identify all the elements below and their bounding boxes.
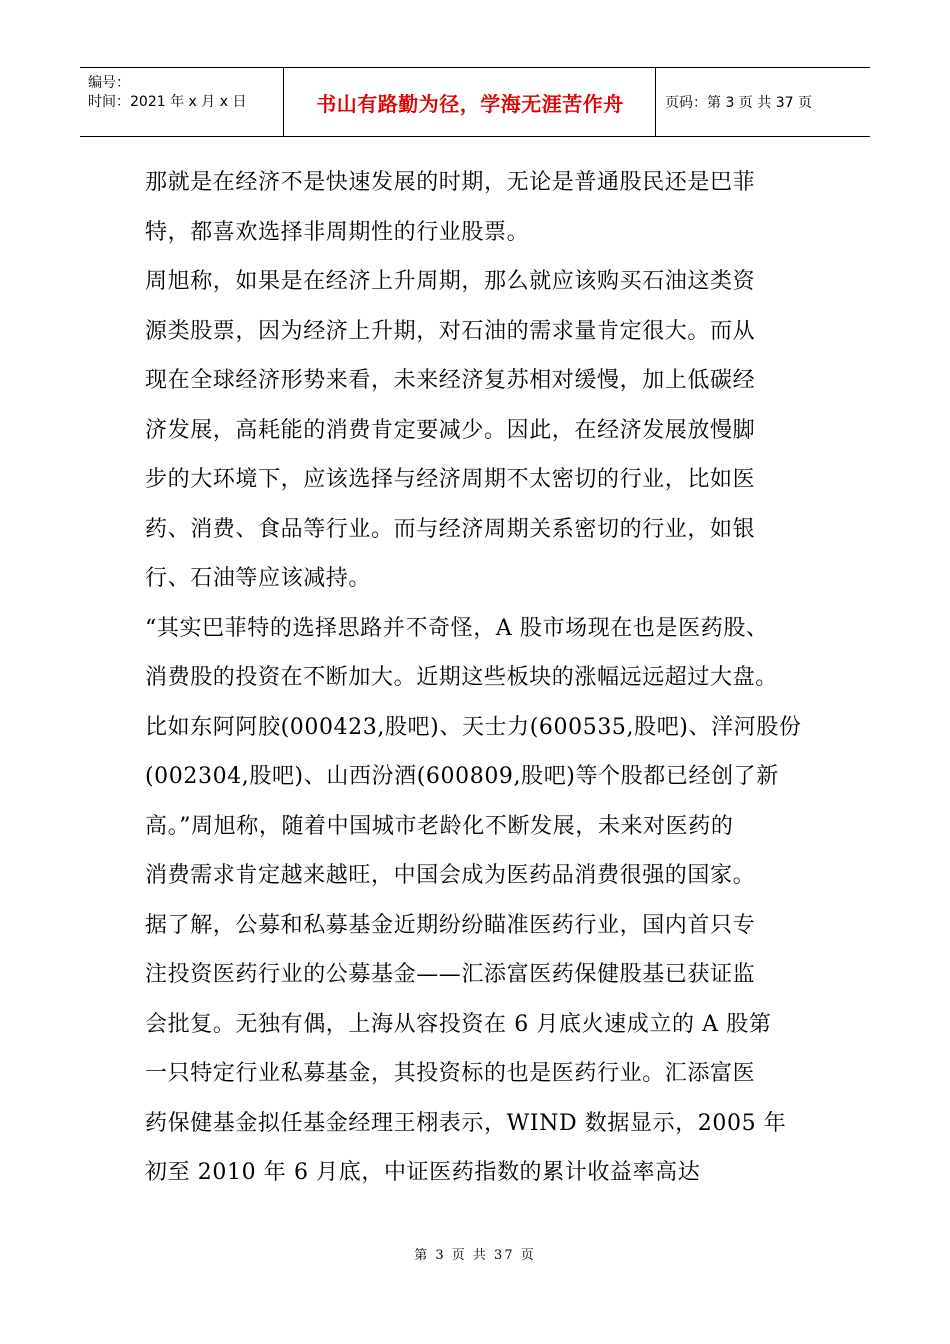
body-line: 注投资医药行业的公募基金——汇添富医药保健股基已获证监 [145,962,756,987]
body-line: 周旭称，如果是在经济上升周期，那么就应该购买石油这类资 [145,269,756,294]
body-line: 一只特定行业私募基金，其投资标的也是医药行业。汇添富医 [145,1061,756,1086]
body-line: 消费股的投资在不断加大。近期这些板块的涨幅远远超过大盘。 [145,665,778,690]
body-line: 药保健基金拟任基金经理王栩表示，WIND 数据显示，2005 年 [145,1110,787,1136]
page-footer: 第 3 页 共 37 页 [414,1248,536,1263]
header-meta [88,74,278,112]
header-motto: 书山有路勤为径，学海无涯苦作舟 [316,91,624,116]
body-line: 药、消费、食品等行业。而与经济周期关系密切的行业，如银 [145,516,756,542]
body-line: (002304,股吧)、山西汾酒(600809,股吧)等个股都已经创了新 [145,764,779,789]
document-date-label: 时间：2021 年 x 月 x 日 [88,94,247,110]
body-line: 行、石油等应该减持。 [145,566,372,591]
header-divider-right [655,68,656,136]
body-line: 源类股票，因为经济上升期，对石油的需求量肯定很大。而从 [145,318,756,344]
document-number-label: 编号： [88,75,130,91]
body-line: 现在全球经济形势来看，未来经济复苏相对缓慢，加上低碳经 [145,368,756,393]
body-line: 步的大环境下，应该选择与经济周期不太密切的行业，比如医 [145,467,756,492]
body-line: “其实巴菲特的选择思路并不奇怪，A 股市场现在也是医药股、 [145,615,769,641]
body-line: 济发展，高耗能的消费肯定要减少。因此，在经济发展放慢脚 [145,417,756,443]
header-page-info: 页码：第 3 页 共 37 页 [665,95,812,111]
page-header [80,67,870,137]
body-line: 高。”周旭称，随着中国城市老龄化不断发展，未来对医药的 [145,813,734,839]
body-line: 消费需求肯定越来越旺，中国会成为医药品消费很强的国家。 [145,863,756,888]
body-line: 会批复。无独有偶，上海从容投资在 6 月底火速成立的 A 股第 [145,1011,772,1037]
body-line: 初至 2010 年 6 月底，中证医药指数的累计收益率高达 [145,1160,701,1185]
body-line: 那就是在经济不是快速发展的时期，无论是普通股民还是巴菲 [145,170,756,195]
body-line: 特，都喜欢选择非周期性的行业股票。 [145,219,530,245]
document-body [145,158,815,1198]
body-line: 比如东阿阿胶(000423,股吧)、天士力(600535,股吧)、洋河股份 [145,714,802,740]
body-line: 据了解，公募和私募基金近期纷纷瞄准医药行业，国内首只专 [145,912,756,938]
